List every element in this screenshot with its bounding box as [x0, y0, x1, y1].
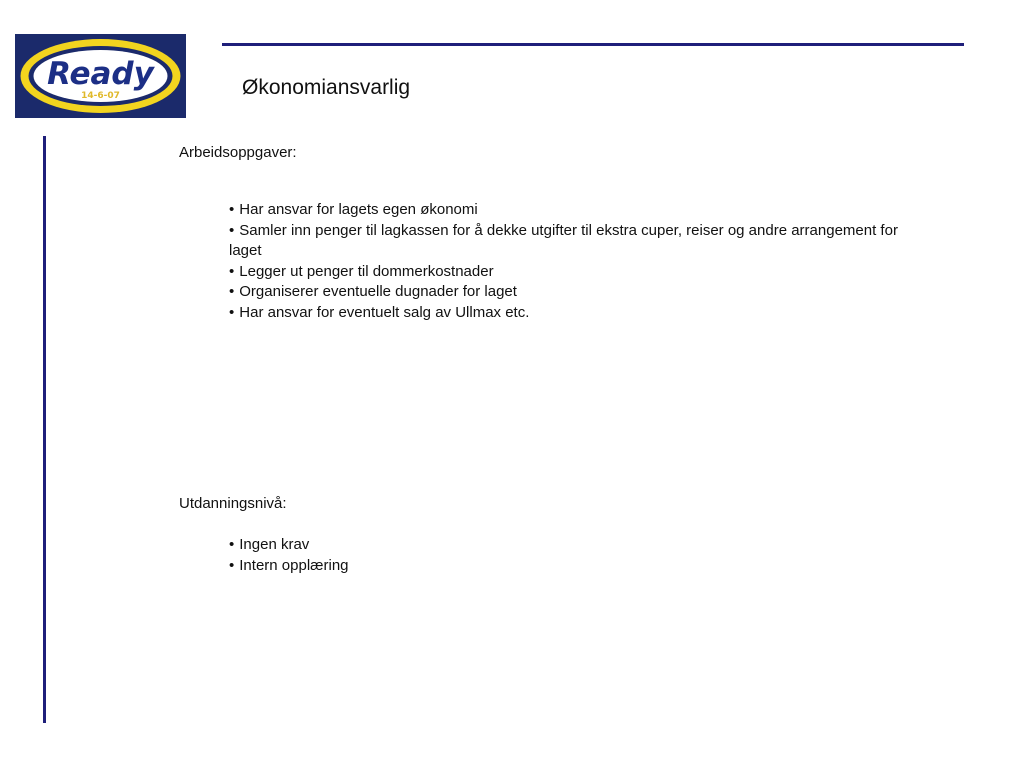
- bullet-icon: •: [229, 201, 235, 218]
- ready-logo-graphic: [15, 34, 186, 118]
- bullet-icon: •: [229, 221, 235, 239]
- page-title: Økonomiansvarlig: [242, 76, 411, 99]
- logo-brand-text: Ready: [47, 56, 154, 92]
- list-item: [229, 221, 919, 262]
- list-item: [229, 282, 919, 303]
- list-item: [229, 535, 919, 556]
- list-item: [229, 262, 919, 283]
- task-text: Har ansvar for eventuelt salg av Ullmax etc.: [239, 303, 530, 321]
- logo-date-text: 14-6-07: [81, 91, 120, 101]
- education-list: [229, 535, 919, 576]
- list-item: [229, 200, 919, 221]
- tasks-heading: Arbeidsoppgaver:: [179, 144, 297, 161]
- bullet-icon: •: [229, 556, 235, 574]
- list-item: [229, 556, 919, 577]
- task-text: Organiserer eventuelle dugnader for laget: [239, 283, 517, 300]
- bullet-icon: •: [229, 536, 235, 553]
- education-heading: Utdanningsnivå:: [179, 495, 287, 512]
- bullet-icon: •: [229, 303, 235, 321]
- education-text: Intern opplæring: [239, 556, 349, 574]
- ready-logo: [15, 34, 186, 118]
- side-rule: [43, 136, 46, 723]
- bullet-icon: •: [229, 283, 235, 300]
- bullet-icon: •: [229, 262, 235, 280]
- education-text: Ingen krav: [239, 536, 310, 553]
- list-item: [229, 303, 919, 324]
- task-text: Har ansvar for lagets egen økonomi: [239, 201, 478, 218]
- tasks-list: [229, 200, 919, 323]
- task-text: Legger ut penger til dommerkostnader: [239, 262, 494, 280]
- task-text: Samler inn penger til lagkassen for å dekke utgifter til ekstra cuper, reiser og andre arrangement for laget: [229, 221, 898, 259]
- header-rule: [222, 43, 964, 46]
